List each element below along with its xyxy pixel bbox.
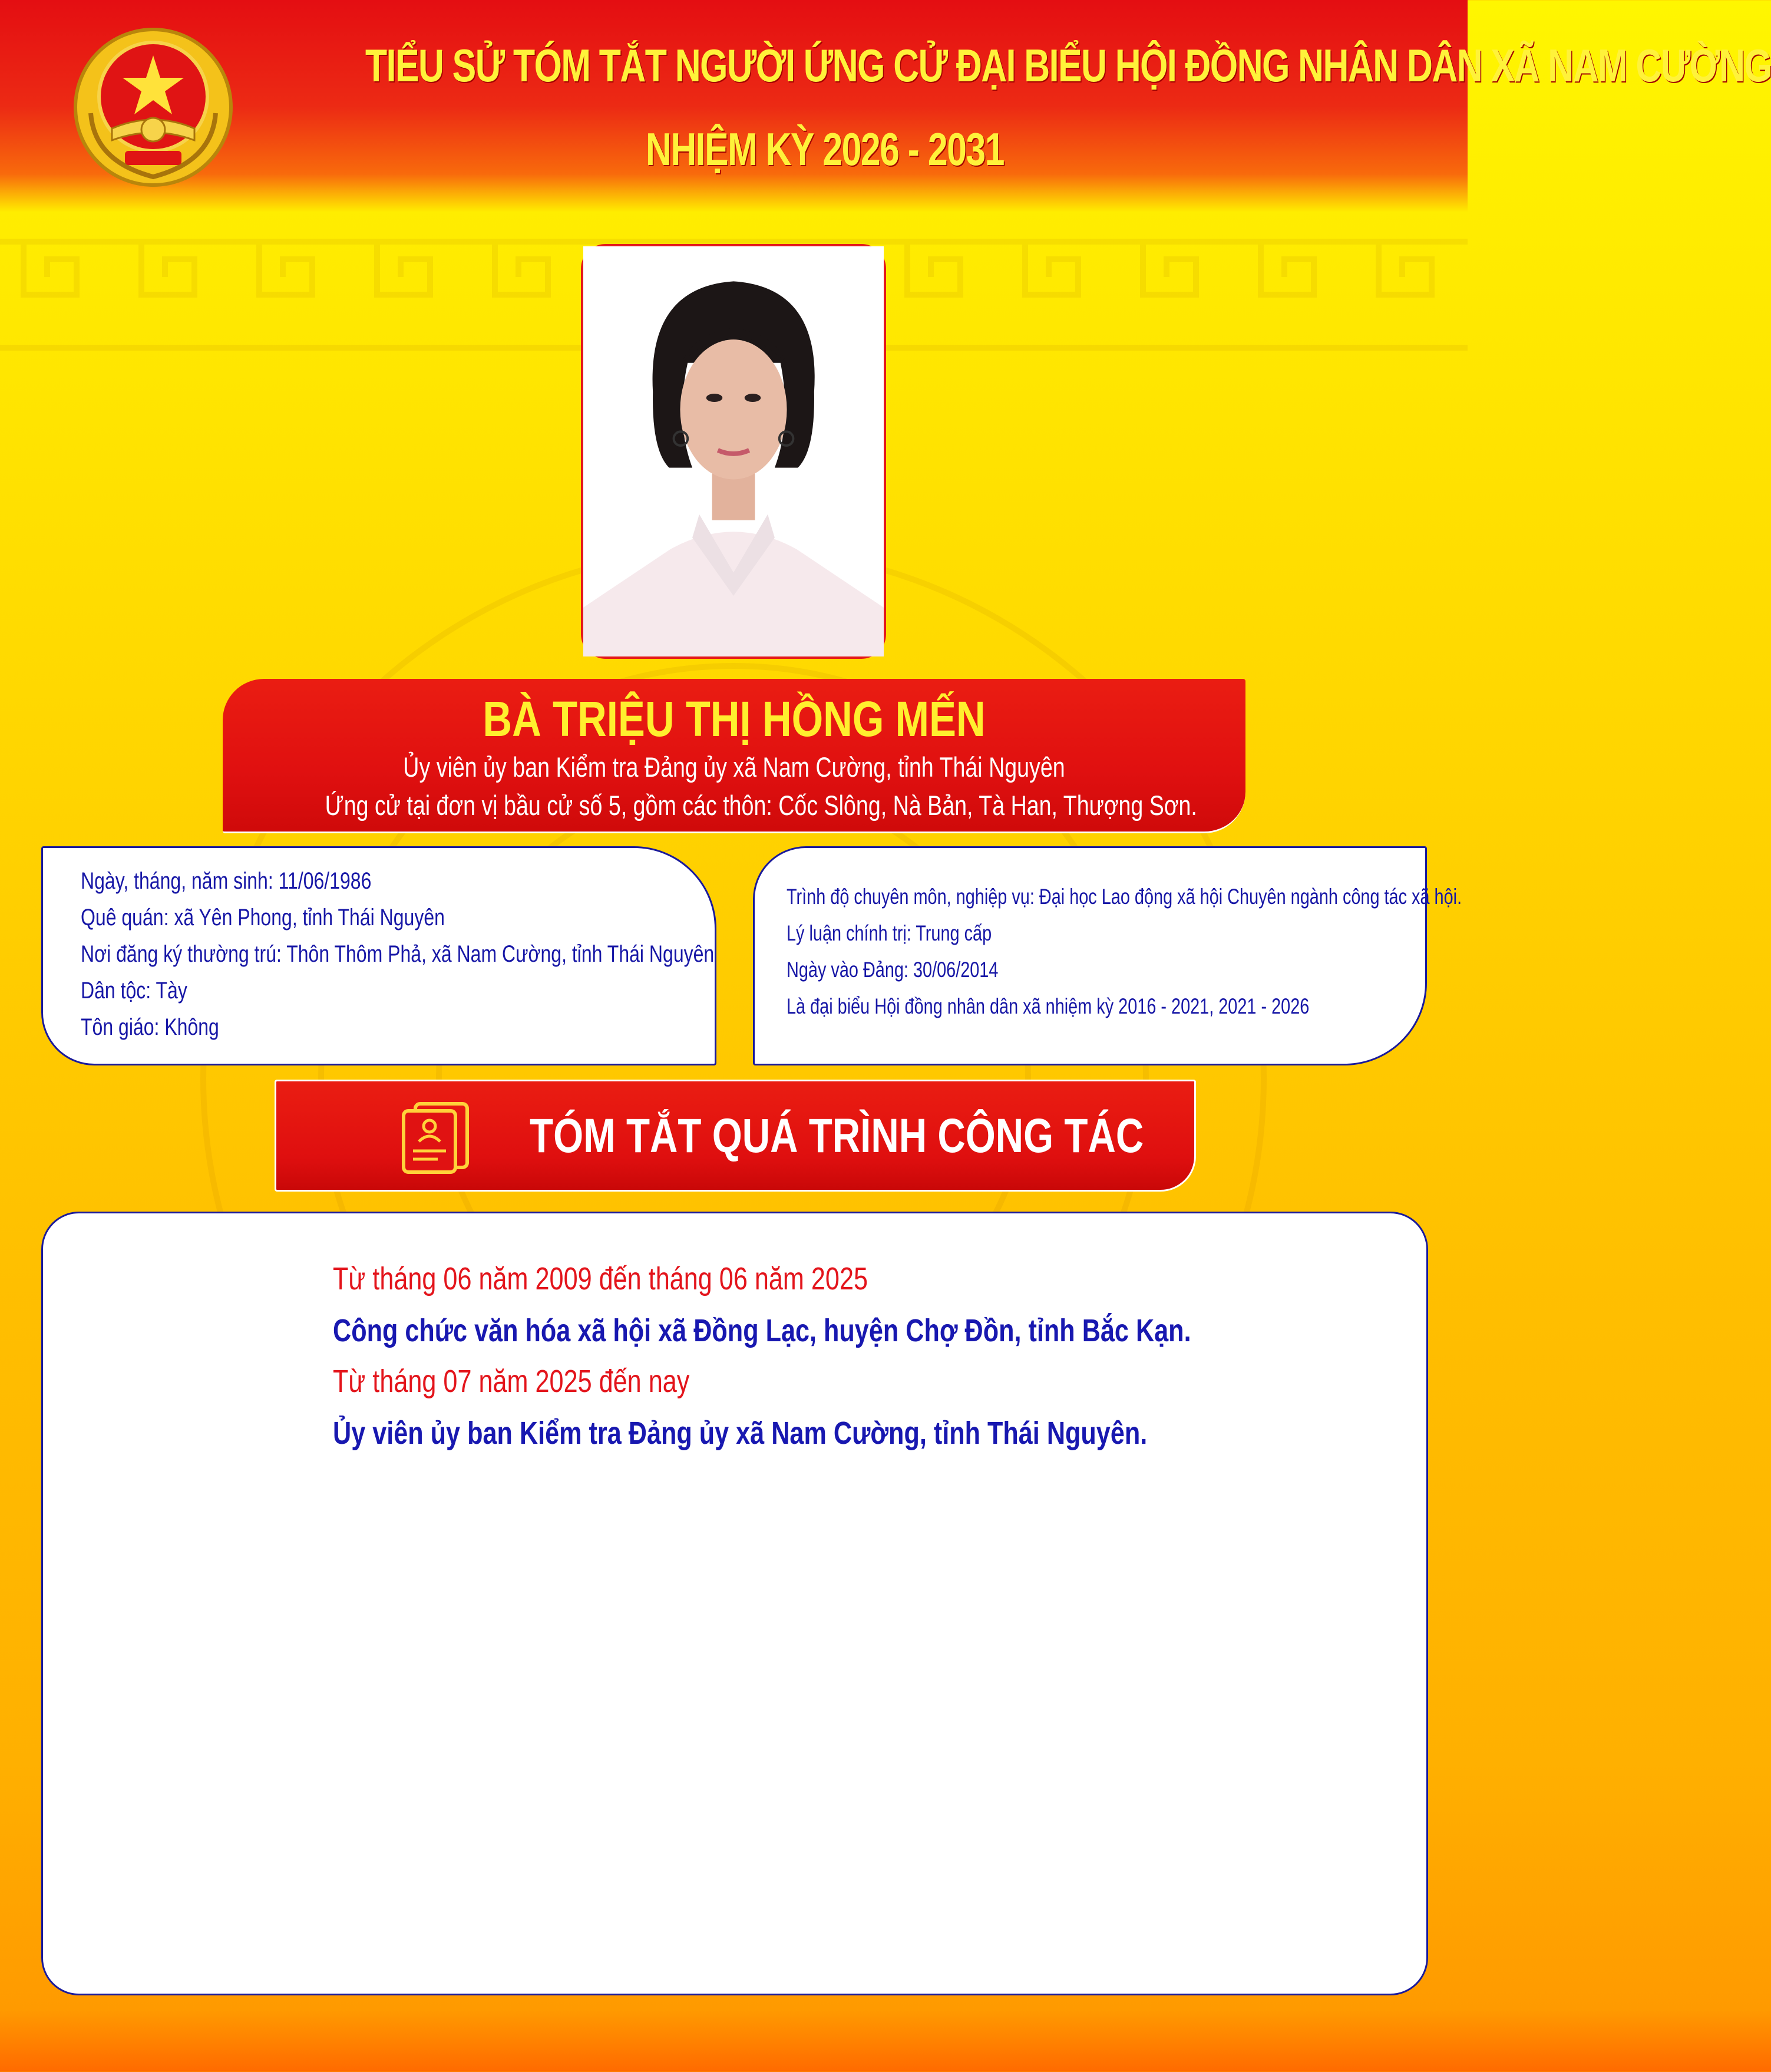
national-emblem-icon	[71, 25, 236, 190]
religion: Tôn giáo: Không	[81, 1014, 219, 1040]
council-terms: Là đại biểu Hội đồng nhân dân xã nhiệm kỳ 2016 - 2021, 2021 - 2026	[787, 994, 1310, 1018]
header-band	[0, 0, 1771, 212]
candidate-constituency: Ứng cử tại đơn vị bầu cử số 5, gồm các thôn: Cốc Slông, Nà Bản, Tà Han, Thượng Sơn.	[325, 790, 1197, 821]
candidate-position: Ủy viên ủy ban Kiểm tra Đảng ủy xã Nam Cường, tỉnh Thái Nguyên	[403, 751, 1065, 783]
term-subtitle: NHIỆM KỲ 2026 - 2031	[646, 123, 1004, 175]
work-role: Ủy viên ủy ban Kiểm tra Đảng ủy xã Nam Cường, tỉnh Thái Nguyên.	[333, 1416, 1148, 1451]
hometown: Quê quán: xã Yên Phong, tỉnh Thái Nguyên	[81, 905, 445, 931]
permanent-residence: Nơi đăng ký thường trú: Thôn Thôm Phả, xã Nam Cường, tỉnh Thái Nguyên	[81, 941, 715, 967]
candidate-name-banner	[223, 679, 1245, 833]
work-period: Từ tháng 07 năm 2025 đến nay	[333, 1364, 690, 1399]
section-title: TÓM TẮT QUÁ TRÌNH CÔNG TÁC	[530, 1109, 1144, 1163]
work-history-banner	[275, 1080, 1196, 1192]
qualifications-card	[753, 846, 1462, 1065]
party-admission-date: Ngày vào Đảng: 30/06/2014	[787, 958, 999, 982]
professional-qualification: Trình độ chuyên môn, nghiệp vụ: Đại học Lao động xã hội Chuyên ngành công tác xã hội.	[787, 885, 1462, 909]
page-title: TIỂU SỬ TÓM TẮT NGƯỜI ỨNG CỬ ĐẠI BIỂU HỘI ĐỒNG NHÂN DÂN XÃ NAM CƯỜNG	[365, 39, 1771, 91]
work-role: Công chức văn hóa xã hội xã Đồng Lạc, huyện Chợ Đồn, tỉnh Bắc Kạn.	[333, 1313, 1191, 1348]
birth-date: Ngày, tháng, năm sinh: 11/06/1986	[81, 868, 372, 894]
candidate-photo	[581, 244, 886, 659]
work-period: Từ tháng 06 năm 2009 đến tháng 06 năm 2025	[333, 1261, 868, 1296]
political-theory: Lý luận chính trị: Trung cấp	[787, 921, 992, 945]
candidate-name: BÀ TRIỆU THỊ HỒNG MẾN	[483, 691, 986, 747]
personal-info-card	[41, 846, 716, 1065]
resume-document-icon	[400, 1101, 471, 1174]
work-history-card	[41, 1212, 1428, 1995]
ethnicity: Dân tộc: Tày	[81, 978, 187, 1004]
